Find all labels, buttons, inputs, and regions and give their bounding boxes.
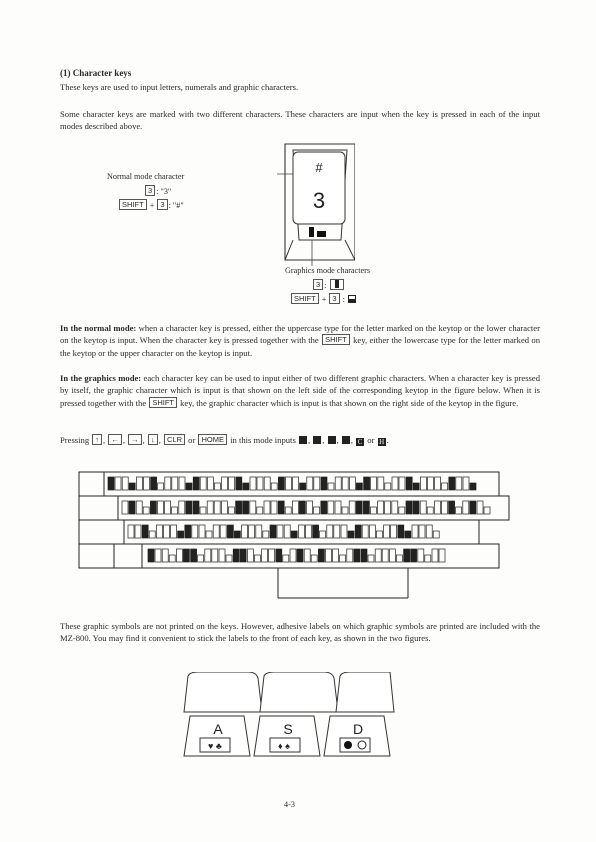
graphic-symbol-cell <box>292 501 298 514</box>
shift-mode-example: SHIFT + 3 : "#" <box>118 199 184 211</box>
graphic-symbol-cell <box>278 501 284 514</box>
graphic-symbol-cell <box>354 549 360 562</box>
graphic-symbol-cell <box>271 483 277 490</box>
graphic-symbol-cell <box>115 477 121 490</box>
graphic-symbol-cell <box>406 501 412 514</box>
graphic-symbol-cell <box>233 549 239 562</box>
graphic-symbol-cell <box>179 477 185 490</box>
graphic-symbol-cell <box>262 549 268 562</box>
graphic-symbol-cell <box>355 525 361 538</box>
graphic-symbol-cell <box>176 549 182 562</box>
graphic-symbol-cell <box>348 531 354 538</box>
graphic-symbol-cell <box>228 507 234 514</box>
graphic-symbol-cell <box>293 477 299 490</box>
graphic-symbol-cell <box>213 525 219 538</box>
graphic-symbol-cell <box>198 555 204 562</box>
graphic-symbol-cell <box>368 555 374 562</box>
graphic-symbol-cell <box>226 555 232 562</box>
graphic-symbol-cell <box>284 525 290 538</box>
graphic-symbol-cell <box>361 549 367 562</box>
graphic-symbol-cell <box>341 525 347 538</box>
graphic-symbol-cell <box>419 525 425 538</box>
graphic-symbol-cell <box>135 525 141 538</box>
graphic-symbol-cell <box>418 549 424 562</box>
graphic-symbol-cell <box>320 531 326 538</box>
normal-mode-label: Normal mode character <box>107 172 185 181</box>
graphic-symbol-cell <box>207 477 213 490</box>
graphic-symbol-cell <box>240 549 246 562</box>
graphic-symbol-cell <box>425 555 431 562</box>
graphic-symbol-cell <box>156 525 162 538</box>
graphic-symbol-cell <box>243 483 249 490</box>
graphic-symbol-cell <box>347 549 353 562</box>
graphic-symbol-cell <box>335 477 341 490</box>
graphic-symbol-cell <box>250 477 256 490</box>
graphic-symbol-cell <box>178 531 184 538</box>
key-a: A <box>213 721 223 737</box>
graphic-symbol-cell <box>236 477 242 490</box>
graphic-symbol-cell <box>207 501 213 514</box>
graphic-symbol-cell <box>406 477 412 490</box>
graphic-symbol-cell <box>399 477 405 490</box>
graphic-symbol-cell <box>129 483 135 490</box>
graphic-symbol-cell <box>307 501 313 514</box>
graphic-symbol-cell <box>276 549 282 562</box>
graphic-symbol-cell <box>143 507 149 514</box>
graphic-symbol-cell <box>291 531 297 538</box>
graphic-symbol-cell <box>183 549 189 562</box>
graphic-symbol-cell <box>385 501 391 514</box>
graphic-symbol-cell <box>313 525 319 538</box>
graphic-symbol-cell <box>257 477 263 490</box>
graphic-symbol-cell <box>441 501 447 514</box>
graphic-symbol-cell <box>396 555 402 562</box>
graphic-symbol-cell <box>278 477 284 490</box>
graphic-symbol-cell <box>186 501 192 514</box>
graphic-symbol-cell <box>206 531 212 538</box>
graphic-symbol-cell <box>363 501 369 514</box>
graphic-symbol-cell <box>250 501 256 514</box>
graphic-symbol-cell <box>456 507 462 514</box>
graphic-symbol-cell <box>263 531 269 538</box>
graphic-symbol-cell <box>200 477 206 490</box>
labeled-keys-illustration <box>180 672 400 772</box>
graphic-symbol-cell <box>254 555 260 562</box>
graphic-symbol-cell <box>426 525 432 538</box>
graphic-symbol-cell <box>242 525 248 538</box>
graphics-mode-label: Graphics mode characters <box>285 266 371 275</box>
graphic-symbol-cell <box>222 477 228 490</box>
graphic-symbol-cell <box>234 531 240 538</box>
graphic-symbol-cell <box>335 501 341 514</box>
graphic-symbol-cell <box>463 501 469 514</box>
graphic-symbol-cell <box>285 477 291 490</box>
graphic-symbol-cell <box>191 549 197 562</box>
keytop-upper-char: # <box>315 160 323 175</box>
section-title: (1) Character keys <box>60 68 132 78</box>
graphic-symbol-cell <box>247 549 253 562</box>
graphic-symbol-cell <box>264 501 270 514</box>
graphic-symbol-cell <box>136 477 142 490</box>
graphic-symbol-cell <box>420 501 426 514</box>
graphic-symbol-cell <box>470 501 476 514</box>
graphic-symbol-cell <box>413 483 419 490</box>
graphics-normal-example: 3 : <box>312 279 345 291</box>
graphic-symbol-cell <box>172 507 178 514</box>
graphics-shift-example: SHIFT + 3 : <box>290 293 357 305</box>
key-d: D <box>352 721 364 737</box>
graphic-symbol-cell <box>236 501 242 514</box>
graphic-symbol-cell <box>318 549 324 562</box>
pressing-line: Pressing ↑ , ← , → , ↓ , CLR or HOME in this mode inputs , , , , C or H . <box>60 435 389 446</box>
graphic-symbol-cell <box>411 549 417 562</box>
graphic-symbol-cell <box>221 501 227 514</box>
normal-mode-paragraph: In the normal mode: when a character key is pressed, either the uppercase type for the letter marked on the keytop or the lower character on the keytop is input. When the character key is pressed together with the SHIFT key, either the lowercase type for the letter marked on the keytop or the upper character on the keytop is input. <box>60 323 540 358</box>
graphic-symbol-cell <box>404 549 410 562</box>
graphic-symbol-cell <box>214 501 220 514</box>
graphic-symbol-cell <box>297 549 303 562</box>
graphic-symbol-cell <box>378 477 384 490</box>
graphic-symbol-cell <box>413 501 419 514</box>
graphic-symbol-cell <box>300 483 306 490</box>
graphic-symbol-cell <box>442 483 448 490</box>
graphic-symbol-cell <box>362 525 368 538</box>
graphic-symbol-cell <box>334 525 340 538</box>
graphic-symbol-cell <box>264 477 270 490</box>
graphic-symbol-cell <box>399 507 405 514</box>
graphic-symbol-cell <box>484 507 490 514</box>
graphic-symbol-cell <box>299 501 305 514</box>
graphic-symbol-cell <box>370 507 376 514</box>
graphic-symbol-cell <box>277 525 283 538</box>
graphic-symbol-cell <box>392 477 398 490</box>
graphic-symbol-cell <box>389 549 395 562</box>
graphic-symbol-cell <box>186 483 192 490</box>
graphic-symbol-cell <box>342 477 348 490</box>
graphic-symbol-cell <box>321 501 327 514</box>
graphic-symbol-cell <box>328 483 334 490</box>
graphic-symbol-cell <box>356 483 362 490</box>
graphic-symbol-cell <box>128 525 134 538</box>
graphic-symbol-cell <box>376 531 382 538</box>
graphic-symbol-cell <box>305 525 311 538</box>
graphic-symbol-cell <box>193 477 199 490</box>
graphic-symbol-cell <box>392 501 398 514</box>
graphic-symbol-cell <box>391 525 397 538</box>
graphic-symbol-cell <box>307 477 313 490</box>
graphic-symbol-cell <box>200 507 206 514</box>
graphic-symbol-cell <box>269 549 275 562</box>
graphic-symbol-cell <box>179 501 185 514</box>
graphics-keyboard-diagram <box>78 468 524 608</box>
intro-paragraph: Some character keys are marked with two different characters. These characters are input when the key is pressed in each of the input modes described above. <box>60 109 540 132</box>
graphic-symbol-cell <box>122 477 128 490</box>
graphic-symbol-cell <box>321 477 327 490</box>
graphic-symbol-cell <box>270 525 276 538</box>
graphic-symbol-cell <box>349 501 355 514</box>
graphic-symbol-cell <box>214 483 220 490</box>
graphic-symbol-cell <box>375 549 381 562</box>
graphic-symbol-cell <box>412 525 418 538</box>
graphic-symbol-cell <box>219 549 225 562</box>
graphic-symbol-cell <box>364 477 370 490</box>
graphic-symbol-cell <box>157 501 163 514</box>
graphic-symbol-cell <box>256 525 262 538</box>
graphic-symbol-cell <box>227 525 233 538</box>
graphic-symbol-cell <box>456 477 462 490</box>
graphic-symbol-cell <box>427 507 433 514</box>
graphic-symbol-cell <box>205 549 211 562</box>
graphic-symbol-cell <box>163 525 169 538</box>
graphic-symbol-cell <box>385 483 391 490</box>
graphic-symbol-cell <box>314 477 320 490</box>
graphic-symbol-cell <box>162 549 168 562</box>
keytop-lower-char: 3 <box>312 188 326 213</box>
graphic-symbol-cell <box>142 525 148 538</box>
graphic-symbol-cell <box>151 477 157 490</box>
graphic-symbol-cell <box>283 555 289 562</box>
graphic-symbol-cell <box>148 549 154 562</box>
graphic-symbol-cell <box>369 525 375 538</box>
graphic-symbol-cell <box>398 525 404 538</box>
graphic-symbol-cell <box>165 501 171 514</box>
graphic-symbol-cell <box>333 549 339 562</box>
graphic-symbol-cell <box>136 501 142 514</box>
graphic-symbol-cell <box>420 477 426 490</box>
graphic-symbol-cell <box>143 477 149 490</box>
page-number: 4-3 <box>284 800 295 809</box>
graphic-symbol-cell <box>463 477 469 490</box>
graphic-symbol-cell <box>327 525 333 538</box>
graphic-symbol-cell <box>405 531 411 538</box>
graphic-symbol-cell <box>328 501 334 514</box>
graphic-symbol-cell <box>193 501 199 514</box>
graphic-symbol-cell <box>149 531 155 538</box>
graphic-symbol-cell <box>171 525 177 538</box>
graphic-symbol-cell <box>155 549 161 562</box>
graphic-symbol-cell <box>449 477 455 490</box>
key-s: S <box>283 721 293 737</box>
graphic-symbol-cell <box>382 549 388 562</box>
graphic-symbol-cell <box>229 477 235 490</box>
graphic-symbol-cell <box>122 501 128 514</box>
graphic-symbol-cell <box>434 501 440 514</box>
graphic-symbol-cell <box>290 549 296 562</box>
svg-text:♥ ♣: ♥ ♣ <box>208 741 222 751</box>
graphic-symbol-cell <box>311 555 317 562</box>
graphic-symbol-cell <box>169 555 175 562</box>
graphic-symbol-cell <box>185 525 191 538</box>
graphics-mode-paragraph: In the graphics mode: each character key can be used to input either of two different graphic characters. When a character key is pressed by itself, the graphic character which is input is that shown on the left side of the corresponding keytop in the figure below. When it is pressed together with the SHIFT key, the graphic character which is input is that shown on the right side of the keytop in the figure. <box>60 373 541 408</box>
graphic-symbol-cell <box>356 501 362 514</box>
graphic-symbol-cell <box>158 483 164 490</box>
graphic-symbol-cell <box>150 501 156 514</box>
graphic-symbol-cell <box>298 525 304 538</box>
graphic-symbol-cell <box>314 507 320 514</box>
graphic-symbol-cell <box>220 525 226 538</box>
graphic-symbol-cell <box>243 501 249 514</box>
graphic-symbol-cell <box>340 555 346 562</box>
graphic-symbol-cell <box>433 531 439 538</box>
graphic-symbol-cell <box>304 549 310 562</box>
keytop-diagram <box>215 140 355 270</box>
labels-paragraph: These graphic symbols are not printed on the keys. However, adhesive labels on which graphic symbols are printed are included with the MZ-800. You may find it convenient to stick the labels to the front of each key, as shown in the two figures. <box>60 621 540 644</box>
graphic-symbol-cell <box>165 477 171 490</box>
graphic-symbol-cell <box>257 507 263 514</box>
graphic-symbol-cell <box>435 477 441 490</box>
graphic-symbol-cell <box>439 549 445 562</box>
graphic-symbol-cell <box>285 507 291 514</box>
graphic-symbol-cell <box>342 507 348 514</box>
graphic-symbol-cell <box>325 549 331 562</box>
graphic-symbol-cell <box>172 477 178 490</box>
graphic-symbol-cell <box>432 549 438 562</box>
intro-line: These keys are used to input letters, numerals and graphic characters. <box>60 82 299 92</box>
graphic-symbol-cell <box>212 549 218 562</box>
graphic-symbol-cell <box>249 525 255 538</box>
graphic-symbol-cell <box>427 477 433 490</box>
graphic-symbol-cell <box>199 525 205 538</box>
svg-text:♦ ♠: ♦ ♠ <box>278 741 290 751</box>
graphic-symbol-cell <box>108 477 114 490</box>
graphic-symbol-cell <box>378 501 384 514</box>
graphic-symbol-cell <box>192 525 198 538</box>
graphic-symbol-cell <box>477 501 483 514</box>
graphic-symbol-cell <box>449 501 455 514</box>
graphic-symbol-cell <box>384 525 390 538</box>
graphic-symbol-cell <box>129 501 135 514</box>
normal-mode-example: 3 : "3" <box>144 185 171 197</box>
graphic-symbol-cell <box>371 477 377 490</box>
graphic-symbol-cell <box>349 477 355 490</box>
graphic-symbol-cell <box>271 501 277 514</box>
graphic-symbol-cell <box>470 483 476 490</box>
